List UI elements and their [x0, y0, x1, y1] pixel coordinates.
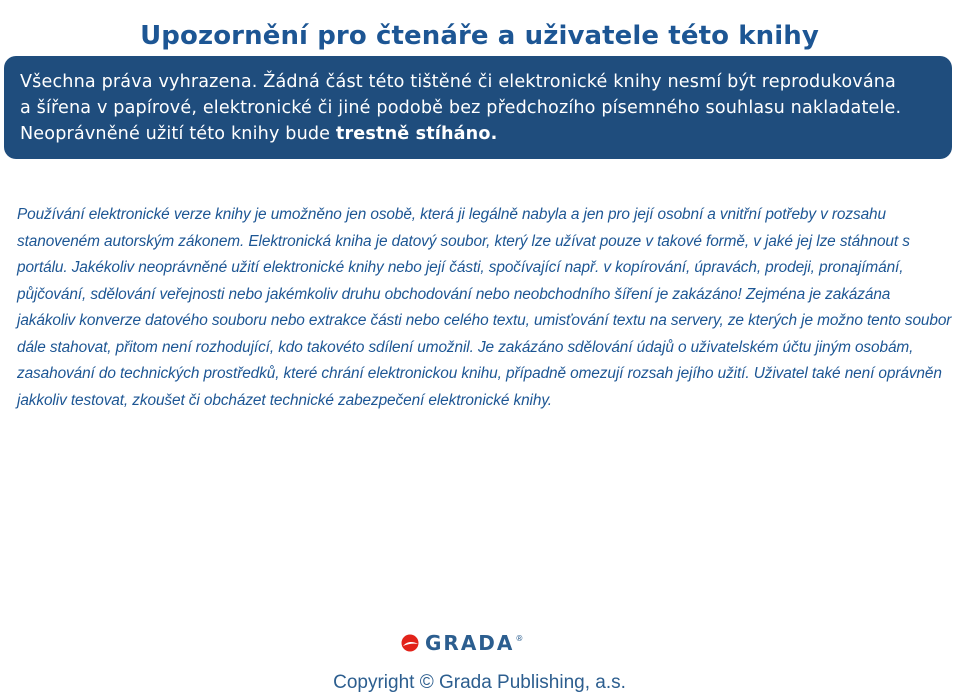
- registered-mark: ®: [515, 634, 524, 643]
- notice-line-3-text: Neoprávněné užití této knihy bude: [20, 124, 331, 144]
- page-title: Upozornění pro čtenáře a uživatele této knihy: [140, 21, 819, 52]
- notice-emphasis: trestně stíháno.: [335, 124, 498, 144]
- ebook-usage-terms: Používání elektronické verze knihy je umožněno jen osobě, která ji legálně nabyla a jen pro její osobní a vnitřní potřeby v rozsahu stanoveném autorským zákonem. Elektronická kniha je datový soubor, který lze užívat pouze v takové formě, v jaké jej lze stáhnout s portálu. Jakékoliv neoprávněné užití elektronické knihy nebo její části, spočívající např. v kopírování, úpravách, prodeji, pronajímání, půjčování, sdělování veřejnosti nebo jakémkoliv druhu obchodování nebo neobchodního šíření je zakázáno! Zejména je zakázána jakákoliv konverze datového souboru nebo extrakce části nebo celého textu, umisťování textu na servery, ze kterých je možno tento soubor dále stahovat, přitom není rozhodující, kdo takovéto sdílení umožnil. Je zakázáno sdělování údajů o uživatelském účtu jiným osobám, zasahování do technických prostředků, které chrání elektronickou knihu, případně omezují rozsah jejího užití. Uživatel také není oprávněn jakkoliv testovat, zkoušet či obcházet technické zabezpečení elektronické knihy.: [17, 206, 952, 409]
- grada-logo: [401, 632, 523, 654]
- logo-text: GRADA: [425, 631, 515, 655]
- notice-line-1: Všechna práva vyhrazena. Žádná část této tištěné či elektronické knihy nesmí být reprodukována: [20, 72, 896, 92]
- copyright-notice-box: [4, 56, 952, 159]
- copyright-line: Copyright © Grada Publishing, a.s.: [333, 672, 626, 693]
- grada-swirl-icon: [401, 634, 419, 652]
- notice-line-2: a šířena v papírové, elektronické či jiné podobě bez předchozího písemného souhlasu nakladatele.: [20, 98, 902, 118]
- notice-line-3: [20, 121, 936, 147]
